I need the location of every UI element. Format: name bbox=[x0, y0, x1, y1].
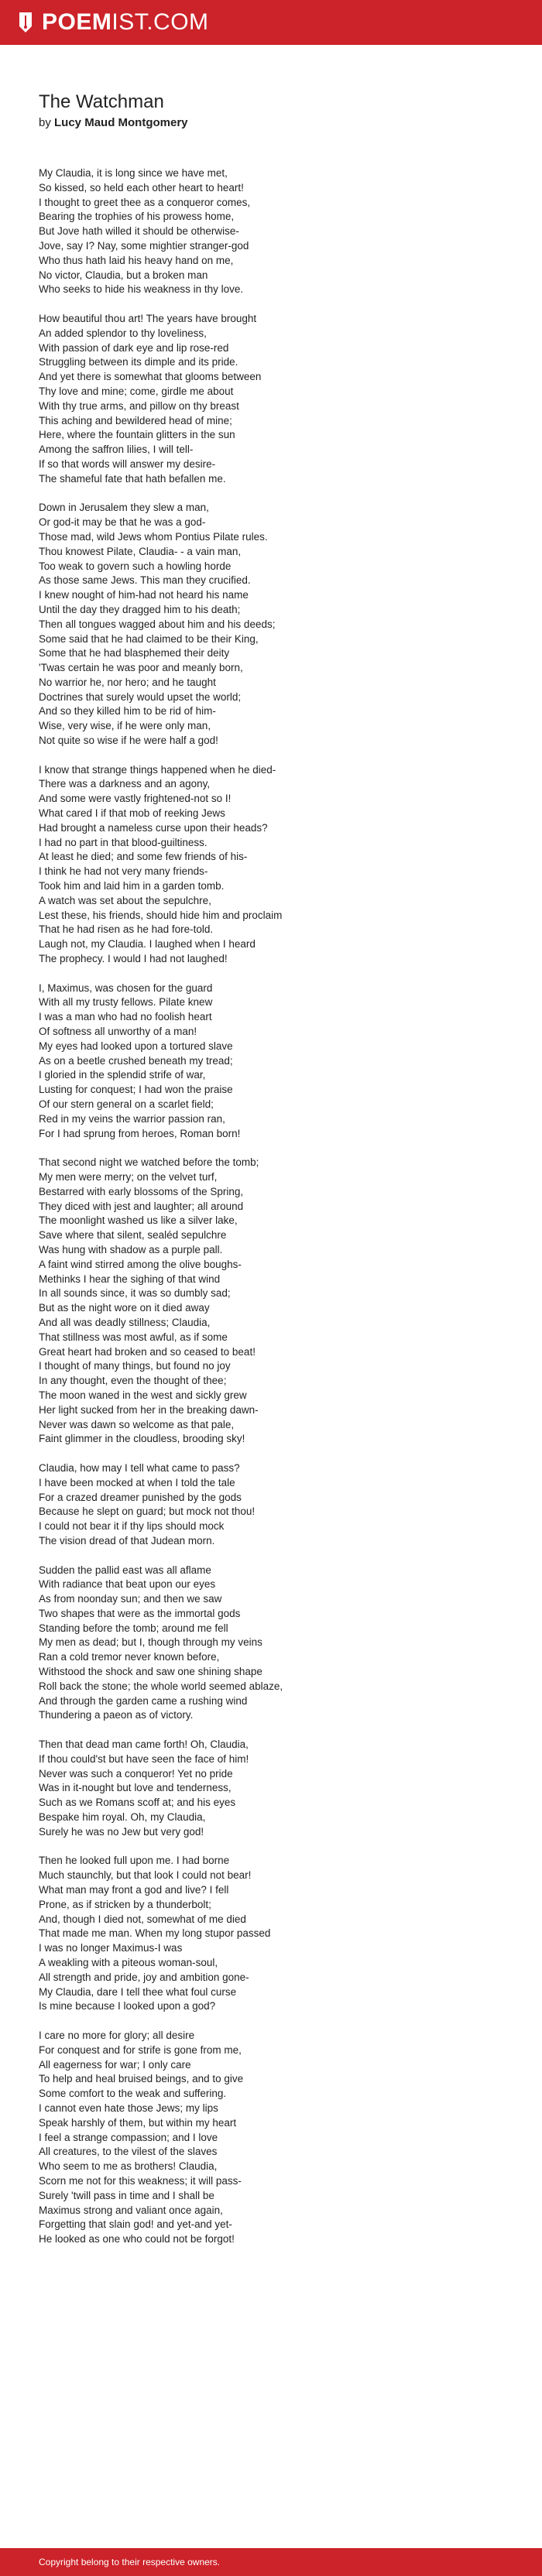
poem-stanza bbox=[39, 501, 503, 748]
poem-line: Among the saffron lilies, I will tell- bbox=[39, 444, 194, 456]
poem-line: He looked as one who could not be forgot! bbox=[39, 2233, 235, 2245]
poem-line: Those mad, wild Jews whom Pontius Pilate rules. bbox=[39, 530, 268, 543]
poem-stanza bbox=[39, 1461, 503, 1549]
poem-line: I knew nought of him-had not heard his name bbox=[39, 589, 249, 601]
poem-line: Who seem to me as brothers! Claudia, bbox=[39, 2160, 218, 2173]
poem-stanza bbox=[39, 312, 503, 487]
poem-line: I was a man who had no foolish heart bbox=[39, 1011, 212, 1023]
poem-line: Had brought a nameless curse upon their heads? bbox=[39, 821, 268, 834]
poem-line: Never was dawn so welcome as that pale, bbox=[39, 1418, 235, 1430]
poem-line: Lusting for conquest; I had won the praise bbox=[39, 1084, 233, 1096]
poem-line: My Claudia, it is long since we have met, bbox=[39, 167, 228, 179]
quill-icon bbox=[17, 11, 34, 34]
poem-line: My eyes had looked upon a tortured slave bbox=[39, 1040, 233, 1052]
poem-line: What cared I if that mob of reeking Jews bbox=[39, 807, 225, 820]
poem-line: Is mine because I looked upon a god? bbox=[39, 2000, 216, 2012]
poem-line: In all sounds since, it was so dumbly sad; bbox=[39, 1287, 231, 1300]
poem-line: With thy true arms, and pillow on thy breast bbox=[39, 399, 239, 412]
poem-line: An added splendor to thy loveliness, bbox=[39, 327, 207, 339]
poem-line: The moonlight washed us like a silver lake, bbox=[39, 1214, 238, 1227]
poem-line: And yet there is somewhat that glooms between bbox=[39, 371, 262, 383]
poem-line: Such as we Romans scoff at; and his eyes bbox=[39, 1797, 236, 1809]
poem-line: For a crazed dreamer punished by the gods bbox=[39, 1491, 242, 1503]
poem-line: All eagerness for war; I only care bbox=[39, 2058, 191, 2071]
poem-line: If so that words will answer my desire- bbox=[39, 457, 216, 470]
poem-line: My men as dead; but I, though through my veins bbox=[39, 1636, 262, 1649]
poem-line: I thought of many things, but found no joy bbox=[39, 1360, 231, 1372]
poem-line: I have been mocked at when I told the tale bbox=[39, 1476, 235, 1488]
poem-line: A watch was set about the sepulchre, bbox=[39, 894, 211, 906]
poem-stanza bbox=[39, 1156, 503, 1447]
poem-line: Some said that he had claimed to be their King, bbox=[39, 632, 259, 645]
poem-stanza bbox=[39, 1564, 503, 1724]
poem-line: Of our stern general on a scarlet field; bbox=[39, 1098, 214, 1110]
author-link[interactable]: Lucy Maud Montgomery bbox=[54, 116, 188, 129]
poem-line: Speak harshly of them, but within my heart bbox=[39, 2116, 237, 2129]
poem-line: I cannot even hate those Jews; my lips bbox=[39, 2102, 218, 2114]
logo-text bbox=[42, 9, 209, 36]
poem-line: Who seeks to hide his weakness in thy love. bbox=[39, 283, 244, 296]
poem-line: I, Maximus, was chosen for the guard bbox=[39, 981, 213, 994]
poem-line: My men were merry; on the velvet turf, bbox=[39, 1170, 218, 1183]
poem-line: So kissed, so held each other heart to heart! bbox=[39, 181, 244, 194]
poem-line: A weakling with a piteous woman-soul, bbox=[39, 1957, 218, 1969]
poem-line: As those same Jews. This man they crucified. bbox=[39, 574, 251, 587]
poem-line: With all my trusty fellows. Pilate knew bbox=[39, 996, 213, 1009]
poem-line: Thy love and mine; come, girdle me about bbox=[39, 385, 234, 397]
poem-content bbox=[0, 91, 542, 2247]
poem-line: Was in it-nought but love and tenderness, bbox=[39, 1782, 232, 1794]
poem-line: Because he slept on guard; but mock not thou! bbox=[39, 1506, 256, 1518]
poem-line: I gloried in the splendid strife of war, bbox=[39, 1069, 206, 1081]
poem-line: Withstood the shock and saw one shining shape bbox=[39, 1666, 262, 1678]
poem-line: Surely he was no Jew but very god! bbox=[39, 1825, 204, 1838]
poem-line: For I had sprung from heroes, Roman born! bbox=[39, 1127, 241, 1139]
poem-line: All strength and pride, joy and ambition gone- bbox=[39, 1971, 249, 1983]
poem-line: To help and heal bruised beings, and to give bbox=[39, 2073, 244, 2085]
poem-line: I could not bear it if thy lips should mock bbox=[39, 1520, 225, 1533]
poem-line: Standing before the tomb; around me fell bbox=[39, 1622, 228, 1634]
poem-line: I thought to greet thee as a conqueror comes, bbox=[39, 196, 251, 208]
poem-line: No victor, Claudia, but a broken man bbox=[39, 269, 208, 281]
poem-line: I care no more for glory; all desire bbox=[39, 2030, 195, 2041]
poem-stanza bbox=[39, 1854, 503, 2014]
poem-line: How beautiful thou art! The years have brought bbox=[39, 312, 257, 324]
poem-line: The moon waned in the west and sickly grew bbox=[39, 1389, 247, 1401]
poem-line: If thou could'st but have seen the face of him! bbox=[39, 1752, 249, 1765]
poem-line: That made me man. When my long stupor passed bbox=[39, 1927, 271, 1940]
poem-line: I feel a strange compassion; and I love bbox=[39, 2131, 218, 2143]
poem-line: Bearing the trophies of his prowess home, bbox=[39, 211, 235, 223]
poem-line: Claudia, how may I tell what came to pass? bbox=[39, 1461, 240, 1474]
poem-line: That stillness was most awful, as if some bbox=[39, 1331, 228, 1343]
poem-line: And so they killed him to be rid of him- bbox=[39, 705, 216, 718]
poem-line: With radiance that beat upon our eyes bbox=[39, 1578, 216, 1591]
poem-stanza bbox=[39, 763, 503, 967]
poem-line: What man may front a god and live? I fell bbox=[39, 1884, 229, 1896]
poem-line: Lest these, his friends, should hide him and proclaim bbox=[39, 909, 283, 921]
poem-line: Red in my veins the warrior passion ran, bbox=[39, 1112, 225, 1125]
byline-label: by bbox=[39, 116, 51, 129]
logo-text-strong: POEM bbox=[42, 9, 112, 35]
poem-line: Thundering a paeon as of victory. bbox=[39, 1709, 194, 1721]
poem-stanza bbox=[39, 981, 503, 1142]
poem-line: This aching and bewildered head of mine; bbox=[39, 414, 232, 426]
poem-line: Never was such a conqueror! Yet no pride bbox=[39, 1767, 233, 1780]
poem-line: Bespake him royal. Oh, my Claudia, bbox=[39, 1811, 206, 1824]
poem-line: Took him and laid him in a garden tomb. bbox=[39, 880, 225, 892]
poem-line: Then all tongues wagged about him and his deeds; bbox=[39, 618, 276, 630]
poem-line: But as the night wore on it died away bbox=[39, 1302, 210, 1314]
poem-body bbox=[39, 166, 503, 2247]
poem-title: The Watchman bbox=[39, 91, 164, 112]
poem-stanza bbox=[39, 1738, 503, 1840]
poem-line: Some comfort to the weak and suffering. bbox=[39, 2088, 227, 2100]
poem-line: And, though I died not, somewhat of me died bbox=[39, 1913, 246, 1925]
poem-line: Methinks I hear the sighing of that wind bbox=[39, 1273, 221, 1285]
poem-line: Of softness all unworthy of a man! bbox=[39, 1026, 197, 1038]
poem-line: Roll back the stone; the whole world seemed ablaze, bbox=[39, 1680, 283, 1692]
poem-line: Wise, very wise, if he were only man, bbox=[39, 720, 211, 732]
poem-line: The vision dread of that Judean morn. bbox=[39, 1534, 215, 1547]
poem-line: Bestarred with early blossoms of the Spring, bbox=[39, 1185, 244, 1197]
poem-line: The prophecy. I would I had not laughed! bbox=[39, 953, 228, 965]
logo-text-light: IST.COM bbox=[111, 9, 209, 35]
poem-line: I was no longer Maximus-I was bbox=[39, 1942, 183, 1954]
poem-byline bbox=[39, 116, 503, 129]
poem-line: Thou knowest Pilate, Claudia- - a vain man, bbox=[39, 545, 242, 557]
poem-line: Then he looked full upon me. I had borne bbox=[39, 1855, 230, 1867]
poem-line: Maximus strong and valiant once again, bbox=[39, 2204, 223, 2216]
poem-line: And all was deadly stillness; Claudia, bbox=[39, 1316, 211, 1328]
poem-line: At least he died; and some few friends of his- bbox=[39, 851, 248, 863]
poem-line: Some that he had blasphemed their deity bbox=[39, 647, 230, 659]
poem-line: A faint wind stirred among the olive boughs- bbox=[39, 1258, 242, 1270]
poem-line: Then that dead man came forth! Oh, Claudia, bbox=[39, 1738, 249, 1751]
copyright-text: Copyright belong to their respective owners. bbox=[39, 2557, 221, 2567]
poem-line: They diced with jest and laughter; all around bbox=[39, 1200, 244, 1212]
poem-line: Much staunchly, but that look I could not bear! bbox=[39, 1869, 252, 1882]
poem-line: Struggling between its dimple and its pride. bbox=[39, 356, 238, 368]
poem-line: Scorn me not for this weakness; it will pass- bbox=[39, 2174, 242, 2187]
poem-line: As from noonday sun; and then we saw bbox=[39, 1593, 222, 1605]
site-footer bbox=[0, 2548, 542, 2576]
poem-line: All creatures, to the vilest of the slaves bbox=[39, 2146, 218, 2158]
poem-line: That he had risen as he had fore-told. bbox=[39, 923, 214, 936]
poem-line: Was hung with shadow as a purple pall. bbox=[39, 1243, 223, 1255]
poem-line: But Jove hath willed it should be otherwise- bbox=[39, 225, 239, 238]
poem-line: Not quite so wise if he were half a god! bbox=[39, 735, 218, 747]
poem-line: 'Twas certain he was poor and meanly born, bbox=[39, 662, 243, 674]
poem-line: Great heart had broken and so ceased to beat! bbox=[39, 1345, 256, 1358]
poem-line: Or god-it may be that he was a god- bbox=[39, 516, 206, 529]
poem-line: That second night we watched before the tomb; bbox=[39, 1156, 259, 1169]
poem-line: And some were vastly frightened-not so I! bbox=[39, 793, 232, 805]
poem-line: Save where that silent, sealéd sepulchre bbox=[39, 1229, 227, 1242]
poem-line: Laugh not, my Claudia. I laughed when I heard bbox=[39, 938, 256, 951]
poem-stanza bbox=[39, 2029, 503, 2247]
poem-line: In any thought, even the thought of thee; bbox=[39, 1375, 227, 1387]
poem-line: Who thus hath laid his heavy hand on me, bbox=[39, 254, 234, 266]
poem-line: I know that strange things happened when he died- bbox=[39, 763, 276, 776]
poem-line: Too weak to govern such a howling horde bbox=[39, 560, 232, 572]
poem-line: And through the garden came a rushing wind bbox=[39, 1694, 248, 1707]
poem-line: No warrior he, nor hero; and he taught bbox=[39, 676, 216, 688]
poem-line: Surely 'twill pass in time and I shall be bbox=[39, 2189, 214, 2201]
poem-line: Here, where the fountain glitters in the sun bbox=[39, 429, 235, 441]
poem-line: Two shapes that were as the immortal gods bbox=[39, 1607, 241, 1619]
poem-line: The shameful fate that hath befallen me. bbox=[39, 472, 226, 485]
poem-line: I had no part in that blood-guiltiness. bbox=[39, 836, 208, 848]
poem-line: Sudden the pallid east was all aflame bbox=[39, 1564, 211, 1576]
poem-line: Faint glimmer in the cloudless, brooding sky! bbox=[39, 1433, 245, 1445]
poem-line: My Claudia, dare I tell thee what foul curse bbox=[39, 1985, 237, 1998]
poem-line: Until the day they dragged him to his death; bbox=[39, 603, 241, 615]
poem-line: Down in Jerusalem they slew a man, bbox=[39, 502, 209, 514]
poem-line: Jove, say I? Nay, some mightier stranger-god bbox=[39, 239, 249, 252]
poem-line: With passion of dark eye and lip rose-red bbox=[39, 341, 229, 354]
poem-line: Doctrines that surely would upset the world; bbox=[39, 690, 242, 703]
poem-line: I think he had not very many friends- bbox=[39, 865, 208, 878]
poem-line: As on a beetle crushed beneath my tread; bbox=[39, 1054, 233, 1067]
poem-line: Ran a cold tremor never known before, bbox=[39, 1651, 220, 1663]
poem-line: Prone, as if stricken by a thunderbolt; bbox=[39, 1898, 211, 1910]
poem-line: Forgetting that slain god! and yet-and yet- bbox=[39, 2218, 232, 2231]
site-header bbox=[0, 0, 542, 45]
poem-line: For conquest and for strife is gone from me, bbox=[39, 2043, 242, 2056]
poem-stanza bbox=[39, 166, 503, 297]
poem-line: There was a darkness and an agony, bbox=[39, 778, 211, 790]
site-logo[interactable] bbox=[17, 9, 209, 36]
poem-line: Her light sucked from her in the breaking dawn- bbox=[39, 1403, 259, 1416]
